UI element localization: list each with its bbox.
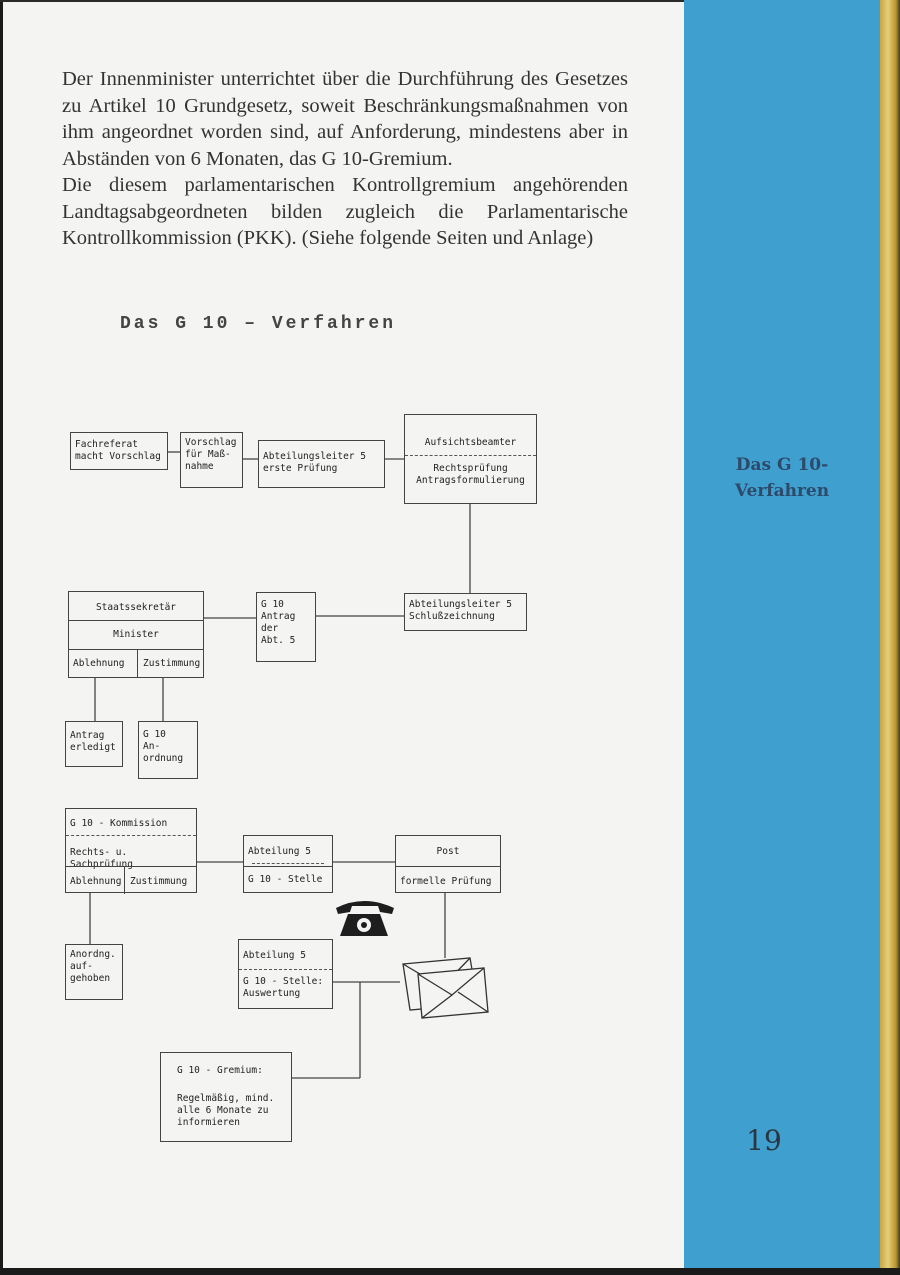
envelope-icon <box>403 958 488 1018</box>
g10-kommission-box <box>65 808 197 893</box>
abteilungsleiter-5-schluss-label: Abteilungsleiter 5 Schlußzeichnung <box>409 599 512 622</box>
anordnung-aufgehoben-box <box>65 944 123 1000</box>
page-edge-bottom <box>0 1268 900 1275</box>
formelle-pruefung-label: formelle Prüfung <box>400 876 492 887</box>
page-number: 19 <box>746 1124 782 1157</box>
abteilung-5-stelle-box <box>243 835 333 893</box>
g10-stelle-auswertung-label: G 10 - Stelle: Auswertung <box>243 976 324 999</box>
diagram-title: Das G 10 – Verfahren <box>120 314 397 334</box>
vorschlag-label: Vorschlag für Maß- nahme <box>185 437 237 472</box>
fachreferat-label: Fachreferat macht Vorschlag <box>75 439 161 462</box>
g10-gremium-box <box>160 1052 292 1142</box>
g10-anordnung-box <box>138 721 198 779</box>
g10-stelle-label: G 10 - Stelle <box>248 874 323 885</box>
g10-antrag-box <box>256 592 316 662</box>
kommission-zustimmung-label: Zustimmung <box>130 876 188 887</box>
post-box <box>395 835 501 893</box>
dashed-divider <box>405 455 536 456</box>
staatssekretaer-label: Staatssekretär <box>95 602 177 613</box>
minister-ablehnung-label: Ablehnung <box>73 658 125 669</box>
abteilungsleiter-5-pruefung-label: Abteilungsleiter 5 erste Prüfung <box>263 451 366 474</box>
paragraph-1: Der Innenminister unterrichtet über die Durchführung des Gesetzes zu Artikel 10 Grundgesetz, soweit Beschränkungsmaßnahmen von ihm angeordnet worden sind, auf Anforderung, mindestens aber in Abständen von 6 Monaten, das G 10-Gremium. <box>62 68 628 170</box>
g10-gremium-title: G 10 - Gremium: <box>177 1065 263 1076</box>
sidebar-title: Das G 10- Verfahren <box>734 455 830 501</box>
antrag-erledigt-box <box>65 721 123 767</box>
paragraph-2: Die diesem parlamentarischen Kontrollgremium angehörenden Landtagsabgeordneten bilden zugleich die Parlamentarische Kontrollkommission (PKK). (Siehe folgende Seiten und Anlage) <box>62 174 628 249</box>
abteilung-5-auswertung-box <box>238 939 333 1009</box>
kommission-ablehnung-label: Ablehnung <box>70 876 122 887</box>
aufsichtsbeamter-body: Rechtsprüfung Antragsformulierung <box>416 463 525 486</box>
minister-zustimmung-label: Zustimmung <box>143 658 201 669</box>
aufsichtsbeamter-box <box>404 414 537 504</box>
g10-antrag-label: G 10 Antrag der Abt. 5 <box>261 599 296 646</box>
g10-gremium-body: Regelmäßig, mind. alle 6 Monate zu informieren <box>177 1093 275 1128</box>
post-label: Post <box>436 846 460 857</box>
aufsichtsbeamter-title: Aufsichtsbeamter <box>424 437 517 448</box>
abteilungsleiter-5-schluss-box <box>404 593 527 631</box>
g10-kommission-body: Rechts- u. Sachprüfung <box>70 847 133 870</box>
anordnung-aufgehoben-label: Anordng. auf- gehoben <box>70 949 116 984</box>
g10-anordnung-label: G 10 An- ordnung <box>143 729 184 764</box>
telephone-icon <box>336 901 394 936</box>
minister-label: Minister <box>113 629 159 640</box>
fachreferat-box <box>70 432 168 470</box>
vorschlag-box <box>180 432 243 488</box>
abteilung-5-auswertung-title: Abteilung 5 <box>243 950 306 961</box>
antrag-erledigt-label: Antrag erledigt <box>70 730 116 753</box>
abteilungsleiter-5-pruefung-box <box>258 440 385 488</box>
g10-kommission-title: G 10 - Kommission <box>70 818 168 829</box>
abteilung-5-label: Abteilung 5 <box>248 846 311 857</box>
staatssekretaer-minister-box <box>68 591 204 678</box>
